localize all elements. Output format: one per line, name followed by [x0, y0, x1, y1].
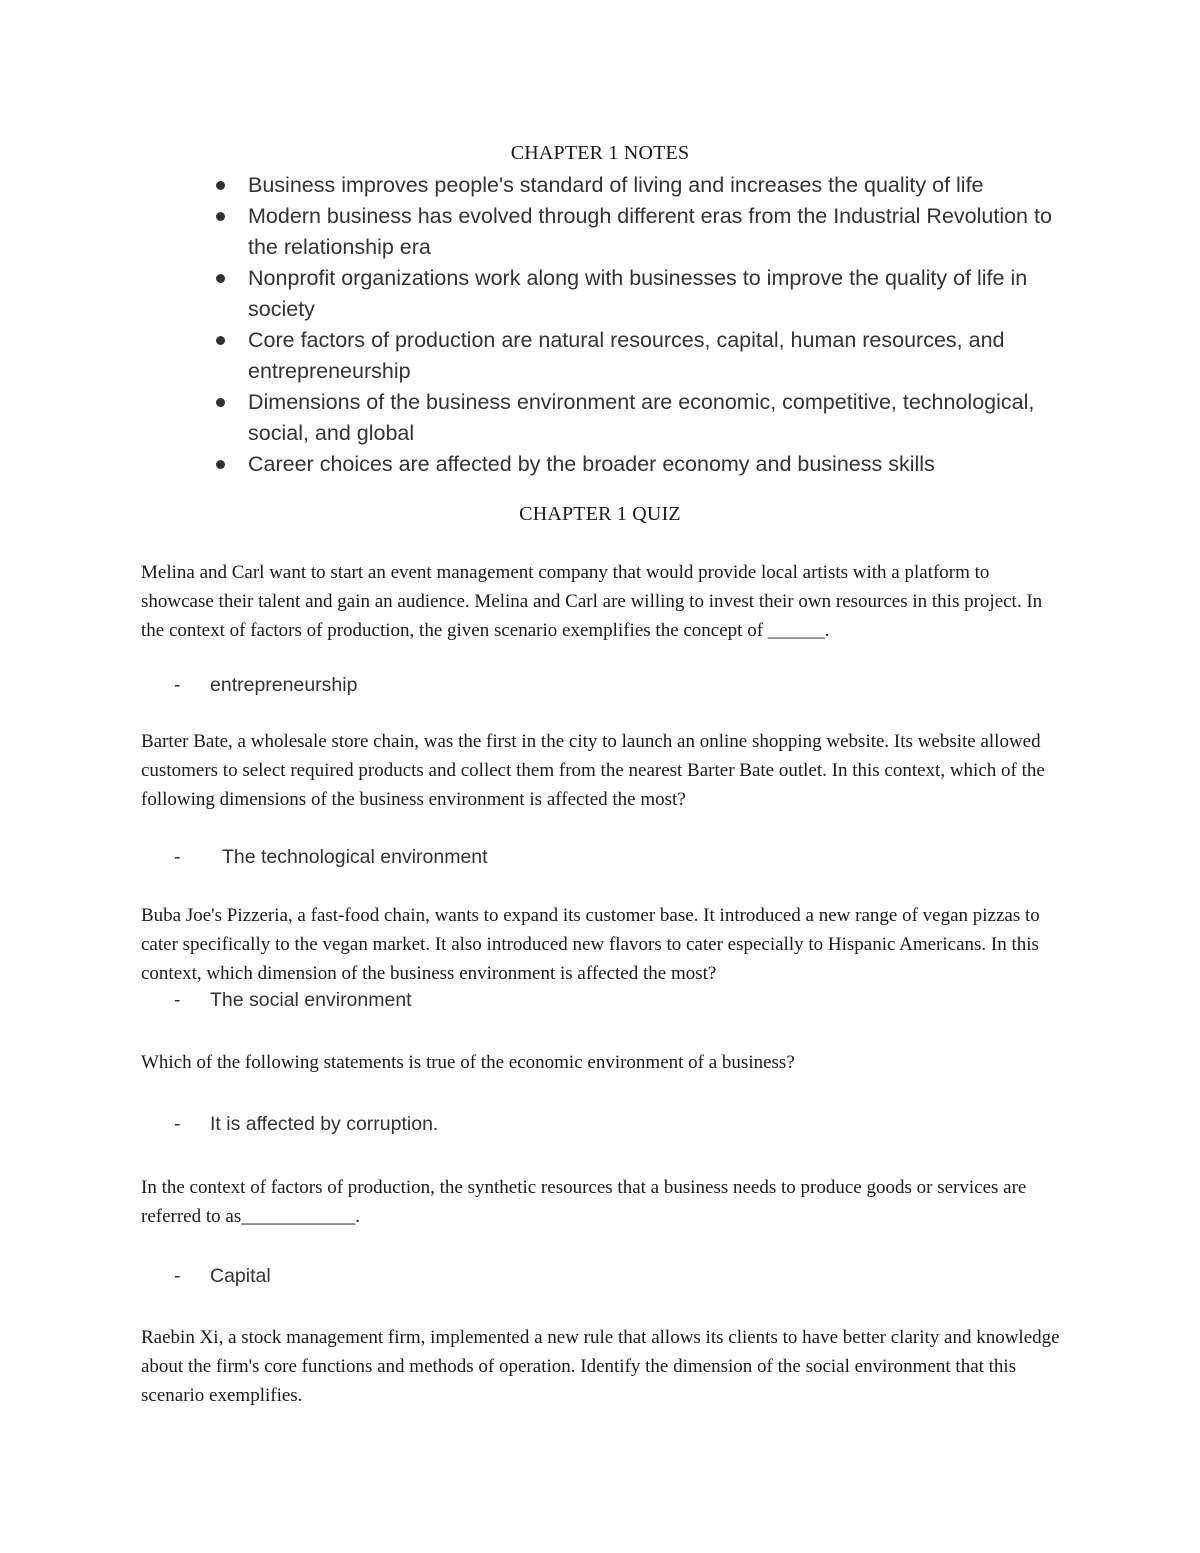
bullet-icon [216, 274, 225, 283]
answer-text: entrepreneurship [210, 674, 358, 696]
bullet-icon [216, 460, 225, 469]
bullet-icon [216, 212, 225, 221]
bullet-icon [216, 336, 225, 345]
quiz-answer [174, 671, 357, 699]
answer-dash: - [174, 1113, 181, 1135]
quiz-answer [174, 1262, 271, 1290]
answer-dash: - [174, 1265, 181, 1287]
note-text: Career choices are affected by the broader economy and business skills [248, 452, 935, 476]
notes-list [210, 170, 1080, 480]
quiz-answer [174, 843, 488, 871]
note-text: Modern business has evolved through different eras from the Industrial Revolution to the relationship era [248, 204, 1052, 259]
notes-heading: CHAPTER 1 NOTES [510, 142, 690, 164]
answer-dash: - [174, 846, 181, 868]
answer-text: Capital [210, 1265, 271, 1287]
list-item [210, 263, 1080, 325]
list-item [210, 170, 1080, 201]
list-item [210, 325, 1080, 387]
quiz-question: Melina and Carl want to start an event management company that would provide local artists with a platform to showcase their talent and gain an audience. Melina and Carl are willing to invest their own resources in this project. In the context of factors of production, the given scenario exemplifies the concept of ______. [141, 562, 1043, 641]
quiz-answer [174, 986, 412, 1014]
note-text: Core factors of production are natural resources, capital, human resources, and entrepreneurship [248, 328, 1005, 383]
quiz-question: Barter Bate, a wholesale store chain, was the first in the city to launch an online shopping website. Its website allowed customers to select required products and collect them from the nearest Barter Bate outlet. In this context, which of the following dimensions of the business environment is affected the most? [141, 731, 1045, 810]
quiz-question: In the context of factors of production, the synthetic resources that a business needs to produce goods or services are referred to as____________. [141, 1177, 1027, 1227]
note-text: Dimensions of the business environment are economic, competitive, technological, social, and global [248, 390, 1035, 445]
note-text: Nonprofit organizations work along with businesses to improve the quality of life in society [248, 266, 1028, 321]
answer-text: It is affected by corruption. [210, 1113, 439, 1135]
list-item [210, 449, 1080, 480]
answer-text: The technological environment [222, 846, 488, 868]
bullet-icon [216, 398, 225, 407]
quiz-question: Raebin Xi, a stock management firm, implemented a new rule that allows its clients to have better clarity and knowledge about the firm's core functions and methods of operation. Identify the dimension of the social environment that this scenario exemplifies. [141, 1327, 1060, 1406]
quiz-question: Buba Joe's Pizzeria, a fast-food chain, wants to expand its customer base. It introduced a new range of vegan pizzas to cater specifically to the vegan market. It also introduced new flavors to cater especially to Hispanic Americans. In this context, which dimension of the business environment is affected the most? [141, 905, 1040, 984]
answer-dash: - [174, 674, 181, 696]
quiz-heading: CHAPTER 1 QUIZ [519, 503, 681, 525]
quiz-question: Which of the following statements is true of the economic environment of a business? [141, 1052, 795, 1073]
answer-dash: - [174, 989, 181, 1011]
answer-text: The social environment [210, 989, 412, 1011]
note-text: Business improves people's standard of living and increases the quality of life [248, 173, 984, 197]
quiz-answer [174, 1110, 438, 1138]
list-item [210, 201, 1080, 263]
list-item [210, 387, 1080, 449]
bullet-icon [216, 181, 225, 190]
